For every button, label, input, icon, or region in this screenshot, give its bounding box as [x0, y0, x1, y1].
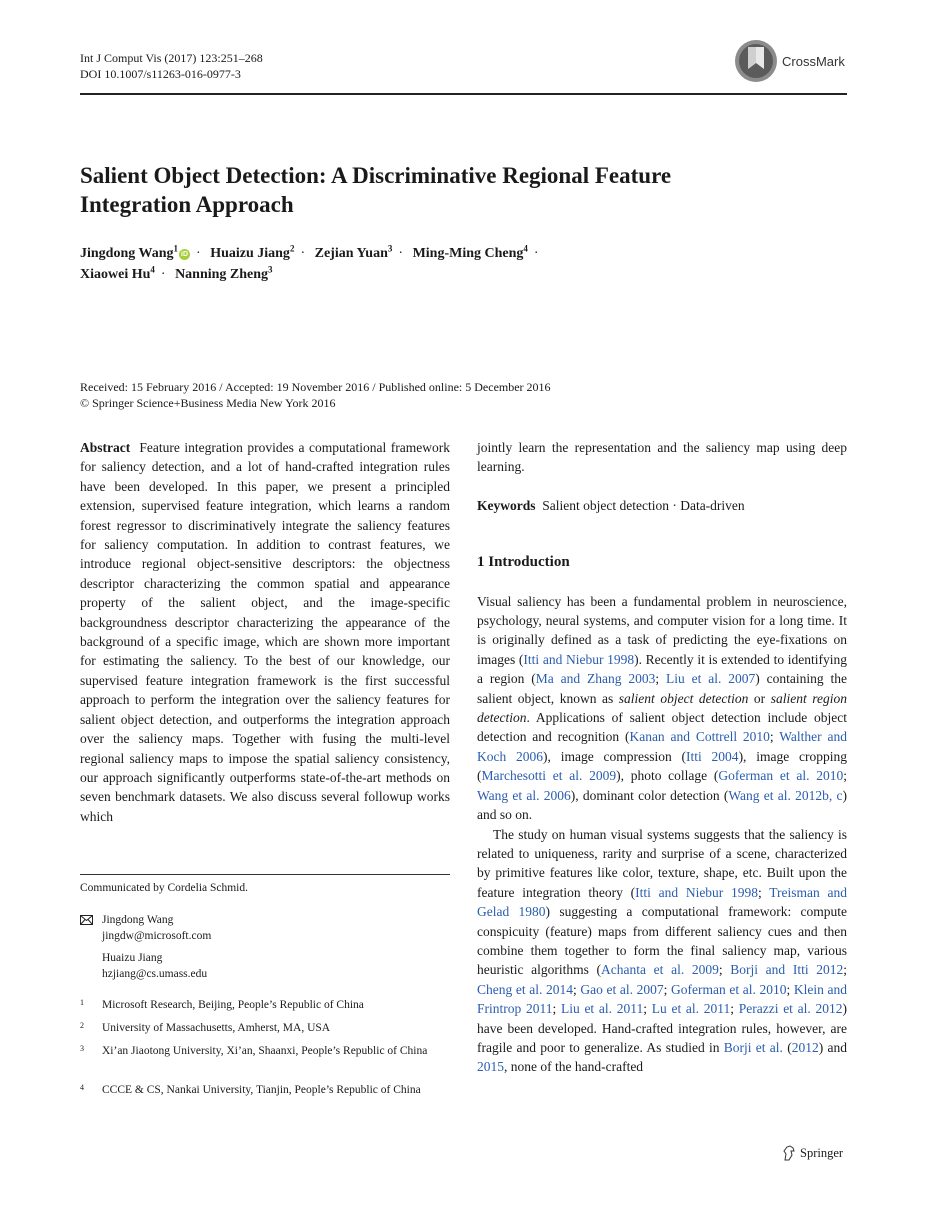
text-run: ;: [843, 962, 847, 978]
author-name[interactable]: Jingdong Wang: [80, 246, 174, 261]
text-run: ), image cropping (: [477, 748, 847, 784]
text-run: Visual saliency has been a fundamental problem in neuroscience, psychology, neural systems, and computer vision for a long time. It is originally defined as a task of predicting the eye-fixations on images (: [477, 593, 847, 667]
text-run: ) and so on.: [477, 787, 848, 823]
keywords: [477, 496, 847, 515]
contact-email[interactable]: hzjiang@cs.umass.edu: [102, 967, 208, 980]
contact-name: Jingdong Wang: [102, 914, 174, 926]
journal-info: [80, 50, 263, 82]
citation-link[interactable]: Walther and Koch 2006: [477, 729, 847, 764]
citation-link[interactable]: 2015: [477, 1059, 504, 1075]
author-name[interactable]: Xiaowei Hu: [80, 267, 151, 282]
citation-link[interactable]: Marchesotti et al. 2009: [481, 768, 617, 784]
publisher-mark: [782, 1145, 843, 1161]
text-run: ) have been developed. Hand-crafted integration rules, however, are fragile and poor to generalize. As studied in: [477, 1001, 847, 1055]
abstract-continuation: jointly learn the representation and the saliency map using deep learning.: [477, 440, 847, 475]
citation-link[interactable]: Wang et al. 2012b, c: [728, 787, 843, 803]
citation-link[interactable]: Goferman et al. 2010: [718, 768, 844, 784]
text-run: ), photo collage (: [616, 768, 719, 784]
text-run: The study on human visual systems suggests that the saliency is related to uniqueness, rarity and surprise of a scene, characterized by primitive features like color, texture, shape, etc. Built upon the feature integration theory (: [477, 826, 847, 900]
text-run: ). Recently it is extended to identifying a region (: [477, 651, 847, 687]
citation-link[interactable]: Borji et al.: [723, 1039, 783, 1055]
text-run: ) and: [818, 1039, 847, 1055]
citation-link[interactable]: Borji and Itti 2012: [730, 962, 844, 978]
author-affiliation-mark: 4: [523, 243, 528, 254]
citation-link[interactable]: Itti and Niebur 1998: [635, 884, 759, 900]
author-name[interactable]: Huaizu Jiang: [210, 246, 290, 261]
text-run: ;: [573, 981, 581, 997]
journal-citation: Int J Comput Vis (2017) 123:251–268: [80, 51, 263, 65]
publisher-name: Springer: [800, 1145, 844, 1160]
affiliation-text: University of Massachusetts, Amherst, MA, USA: [102, 1022, 331, 1034]
contact-email[interactable]: jingdw@microsoft.com: [102, 929, 212, 942]
affiliation-number: 4: [80, 1083, 84, 1092]
citation-link[interactable]: Kanan and Cottrell 2010: [629, 729, 770, 745]
keywords-label: Keywords: [477, 497, 536, 513]
citation-link[interactable]: 2012: [791, 1039, 819, 1055]
author-name[interactable]: Ming-Ming Cheng: [412, 246, 524, 261]
text-run: ;: [552, 1001, 561, 1017]
text-run: ;: [769, 729, 780, 745]
citation-link[interactable]: Klein and Frintrop 2011: [477, 981, 847, 1017]
author-affiliation-mark: 3: [387, 243, 393, 254]
publication-dates: [80, 379, 551, 411]
crossmark-label: CrossMark: [782, 53, 845, 69]
citation-link[interactable]: Perazzi et al. 2012: [738, 1001, 843, 1017]
communicated-by: Communicated by Cordelia Schmid.: [80, 882, 249, 894]
header-rule: [80, 93, 847, 95]
doi[interactable]: DOI 10.1007/s11263-016-0977-3: [80, 67, 241, 81]
citation-link[interactable]: Gao et al. 2007: [580, 981, 664, 997]
paper-title: Salient Object Detection: A Discriminative Regional Feature Integration Approach: [80, 163, 672, 217]
text-run: , none of the hand-crafted: [504, 1059, 644, 1075]
crossmark-icon: [734, 39, 778, 83]
crossmark-badge[interactable]: [734, 38, 845, 84]
citation-link[interactable]: Goferman et al. 2010: [671, 981, 787, 997]
affiliation-text: Xi’an Jiaotong University, Xi’an, Shaanxi, People’s Republic of China: [102, 1045, 428, 1057]
citation-link[interactable]: Lu et al. 2011: [651, 1001, 731, 1017]
abstract-label: Abstract: [80, 440, 131, 455]
citation-link[interactable]: Itti and Niebur 1998: [523, 651, 635, 667]
contact-entry: [102, 913, 211, 944]
text-run: (: [782, 1039, 792, 1055]
text-run: or: [748, 690, 771, 706]
text-run: . Applications of salient object detection include object detection and recognition (: [477, 710, 847, 745]
abstract: [80, 438, 450, 826]
text-run: ;: [718, 962, 731, 978]
text-run: ), image compression (: [543, 748, 687, 764]
emphasis: salient object detection: [618, 690, 749, 706]
dates-line: Received: 15 February 2016 / Accepted: 19 November 2016 / Published online: 5 December 2016: [80, 380, 551, 394]
citation-link[interactable]: Itti 2004: [686, 748, 739, 764]
citation-link[interactable]: Cheng et al. 2014: [477, 981, 573, 997]
text-run: ;: [786, 981, 794, 997]
author-affiliation-mark: 1: [173, 243, 179, 254]
springer-horse-icon: [782, 1145, 796, 1161]
citation-link[interactable]: Wang et al. 2006: [477, 787, 571, 803]
envelope-icon: [80, 915, 93, 925]
text-run: ;: [730, 1001, 739, 1017]
author-name[interactable]: Nanning Zheng: [175, 267, 269, 282]
text-run: ;: [843, 768, 847, 784]
text-run: ;: [758, 884, 770, 900]
text-run: ;: [643, 1001, 652, 1017]
abstract-text: Feature integration provides a computational framework for saliency detection, and a lot of hand-crafted integration rules have been developed. In this paper, we present a principled extension, supervised feature integration, which learns a random forest regressor to discriminatively integrate the saliency features for saliency computation. In addition to contrast features, we introduce regional object-sensitive descriptors: the objectness descriptor characterizing the common spatial and appearance property of the salient object, and the image-specific backgroundness descriptor characterizing the appearance of the background of a specific image, which are shown more important for estimating the saliency. To the best of our knowledge, our supervised feature integration framework is the first successful approach to perform the integration over the saliency features for salient object detection, and outperforms the integration approach over the saliency maps. Together with fusing the multi-level regional saliency maps to impose the spatial saliency consistency, our approach significantly outperforms state-of-the-art methods on seven benchmark datasets. We also discuss several followup works which: [80, 440, 451, 824]
affiliation-text: Microsoft Research, Beijing, People’s Republic of China: [102, 999, 364, 1011]
emphasis: salient region detection: [477, 690, 847, 726]
text-run: ), dominant color detection (: [570, 787, 729, 803]
intro-paragraph-2: [477, 825, 847, 1077]
contact-entry: [102, 951, 207, 982]
right-column: [477, 438, 847, 1077]
text-run: ) containing the salient object, known as: [477, 671, 847, 706]
citation-link[interactable]: Achanta et al. 2009: [601, 962, 719, 978]
text-run: ;: [663, 981, 672, 997]
author-affiliation-mark: 4: [150, 264, 155, 275]
affiliation-text: CCCE & CS, Nankai University, Tianjin, People’s Republic of China: [102, 1084, 421, 1096]
citation-link[interactable]: Liu et al. 2011: [560, 1001, 644, 1017]
author-affiliation-mark: 3: [268, 264, 273, 275]
author-affiliation-mark: 2: [289, 243, 295, 254]
author-name[interactable]: Zejian Yuan: [314, 246, 388, 261]
author-list: Jingdong Wang$^1$iD · Huaizu Jiang$^2$ · Zejian Yuan$^3$ · Ming-Ming Cheng$^4$ · Xiaowei $Hu^4$ · Nanning Zheng$^3$: [80, 243, 539, 282]
copyright-line: © Springer Science+Business Media New York 2016: [80, 396, 336, 410]
orcid-icon[interactable]: iD: [181, 251, 189, 258]
footnote-rule: [80, 874, 450, 875]
affiliation-number: 1: [80, 998, 84, 1007]
affiliation-number: 3: [80, 1044, 84, 1053]
text-run: ) suggesting a computational framework: compute conspicuity (feature) maps from different saliency cues and then combine them together to form the final saliency map, various heuristic algorithms (: [477, 904, 847, 978]
keywords-text: Salient object detection · Data-driven: [542, 497, 745, 513]
contact-name: Huaizu Jiang: [102, 952, 163, 964]
citation-link[interactable]: Treisman and Gelad 1980: [477, 884, 848, 920]
section-heading: 1 Introduction: [477, 554, 570, 571]
text-run: ;: [655, 671, 666, 687]
citation-link[interactable]: Ma and Zhang 2003: [535, 671, 656, 687]
affiliation-number: 2: [80, 1021, 84, 1030]
citation-link[interactable]: Liu et al. 2007: [666, 671, 756, 687]
intro-paragraph-1: [477, 592, 847, 825]
